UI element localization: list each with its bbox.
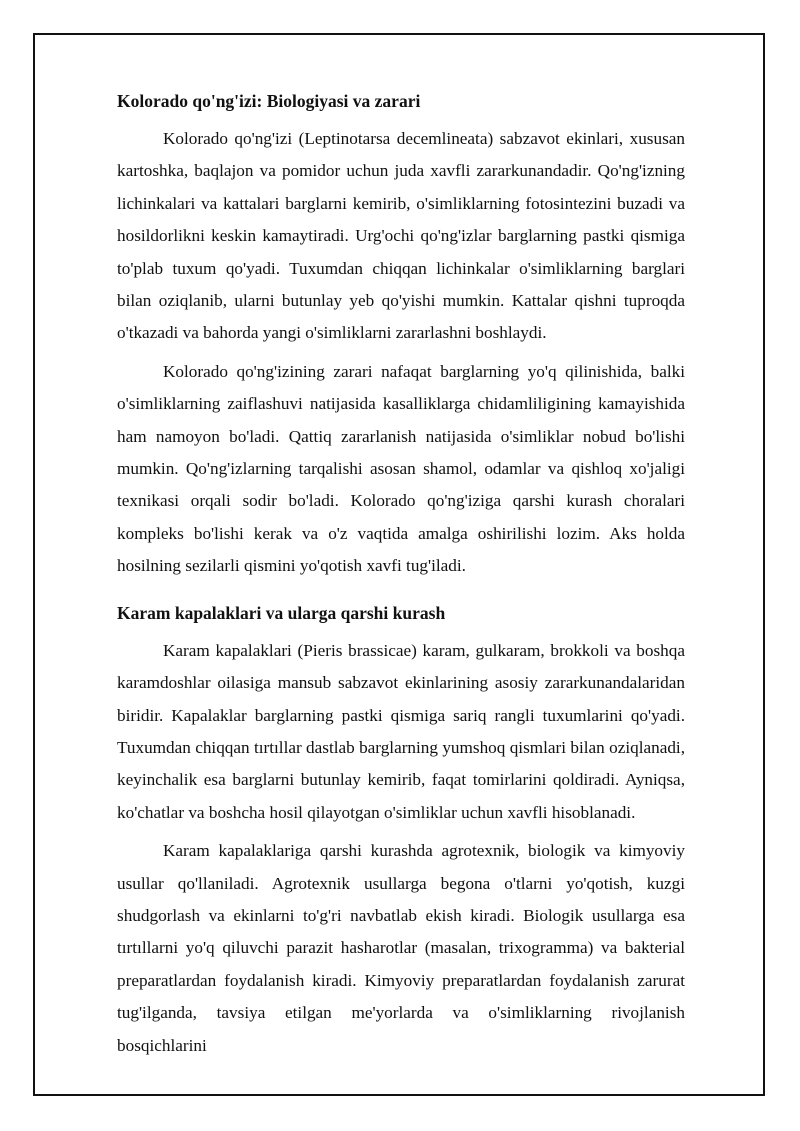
paragraph-cabbage-description: Karam kapalaklari (Pieris brassicae) karam, gulkaram, brokkoli va boshqa karamdoshlar oilasiga mansub sabzavot ekinlarining asosiy zararkunandalaridan biridir. Kapalaklar barglarning pastki qismiga sariq rangli tuxumlarini qo'yadi. Tuxumdan chiqqan tırtıllar dastlab barglarning yumshoq qismlari bilan oziqlanadi, keyinchalik esa barglarni butunlay kemirib, faqat tomirlarini qoldiradi. Ayniqsa, ko'chatlar va boshcha hosil qilayotgan o'simliklar uchun xavfli hisoblanadi.: [117, 640, 685, 822]
paragraph-colorado-biology: Kolorado qo'ng'izi (Leptinotarsa decemlineata) sabzavot ekinlari, xususan kartoshka, baqlajon va pomidor uchun juda xavfli zararkunandadir. Qo'ng'izning lichinkalari va kattalari barglarni kemirib, o'simliklarning fotosintezini buzadi va hosildorlikni keskin kamaytiradi. Urg'ochi qo'ng'izlar barglarning pastki qismiga to'plab tuxum qo'yadi. Tuxumdan chiqqan lichinkalar o'simliklarning barglari bilan oziqlanib, ularni butunlay yeb qo'yishi mumkin. Kattalar qishni tuproqda o'tkazadi va bahorda yangi o'simliklarni zararlashni boshlaydi.: [117, 129, 685, 343]
section-heading-colorado-beetle: Kolorado qo'ng'izi: Biologiyasi va zarari: [117, 91, 421, 111]
document-page: [33, 33, 765, 1096]
paragraph-colorado-damage: Kolorado qo'ng'izining zarari nafaqat barglarning yo'q qilinishida, balki o'simliklarning zaiflashuvi natijasida kasalliklarga chidamliligining kamayishida ham namoyon bo'ladi. Qattiq zararlanish natijasida o'simliklar nobud bo'lishi mumkin. Qo'ng'izlarning tarqalishi asosan shamol, odamlar va qishloq xo'jaligi texnikasi orqali sodir bo'ladi. Kolorado qo'ng'iziga qarshi kurash choralari kompleks bo'lishi kerak va o'z vaqtida amalga oshirilishi lozim. Aks holda hosilning sezilarli qismini yo'qotish xavfi tug'iladi.: [117, 361, 685, 576]
document-body: [117, 85, 685, 1062]
section-heading-cabbage-butterflies: Karam kapalaklari va ularga qarshi kurash: [117, 602, 446, 623]
paragraph-cabbage-control: Karam kapalaklariga qarshi kurashda agrotexnik, biologik va kimyoviy usullar qo'llaniladi. Agrotexnik usullarga begona o'tlarni yo'qotish, kuzgi shudgorlash va ekinlarni to'g'ri navbatlab ekish kiradi. Biologik usullarga esa tırtıllarni yo'q qiluvchi parazit hasharotlar (masalan, trixogramma) va bakterial preparatlardan foydalanish kiradi. Kimyoviy preparatlardan foydalanish zarurat tug'ilganda, tavsiya etilgan me'yorlarda va o'simliklarning rivojlanish bosqichlarini: [117, 841, 685, 1055]
